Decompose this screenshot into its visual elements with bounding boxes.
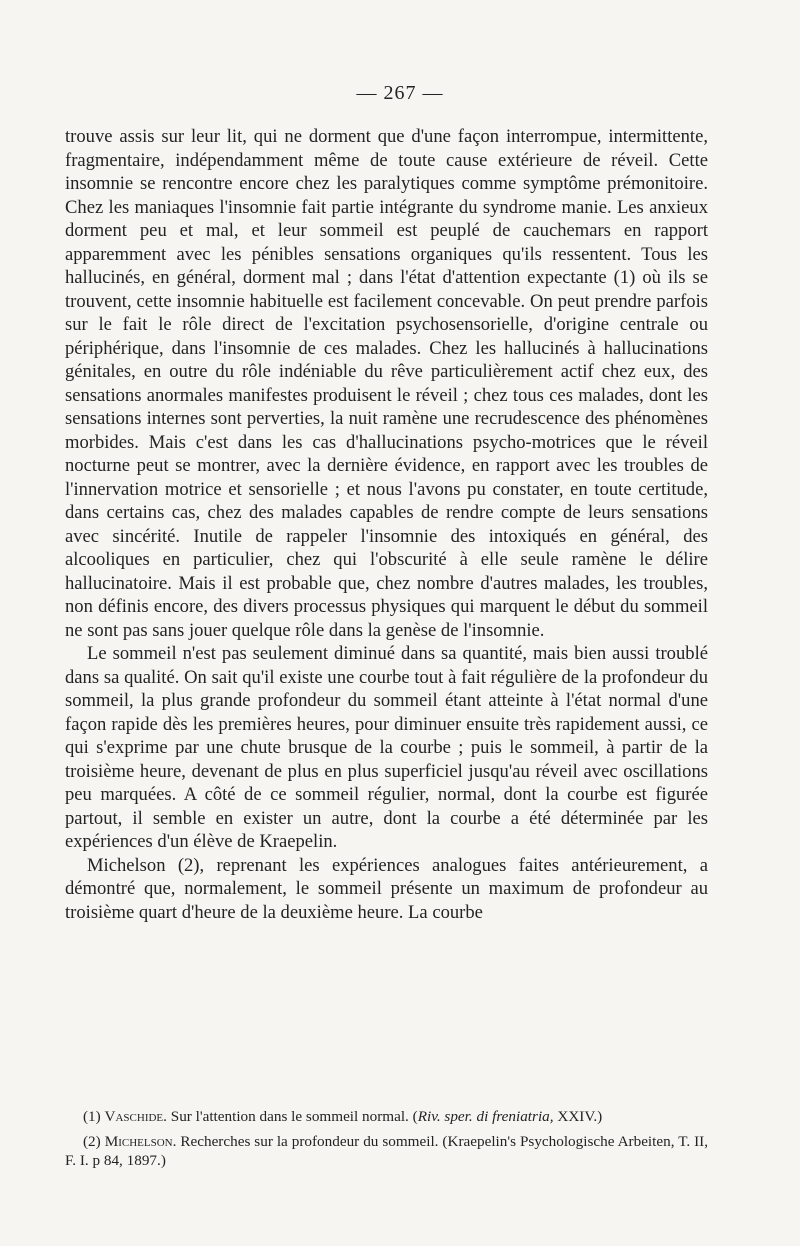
body-text (65, 125, 708, 924)
paragraph-2: Le sommeil n'est pas seulement diminué dans sa quantité, mais bien aussi troublé dans sa qualité. On sait qu'il existe une courbe tout à fait régulière de la profondeur du sommeil, la plus grande profondeur du sommeil étant atteinte à l'état normal d'une façon rapide dès les premières heures, pour diminuer ensuite très rapidement aussi, ce qui s'exprime par une chute brusque de la courbe ; puis le sommeil, à partir de la troisième heure, devenant de plus en plus superficiel jusqu'au réveil avec oscillations peu marquées. A côté de ce sommeil régulier, normal, dont la courbe est figurée partout, il semble en exister un autre, dont la courbe a été déterminée par les expériences d'un élève de Kraepelin. (65, 643, 708, 852)
footnote-1-source-italic: Riv. sper. di freniatria, (417, 1108, 554, 1125)
footnote-1-marker: (1) (83, 1108, 101, 1125)
footnote-1-text: Sur l'attention dans le sommeil normal. (170, 1108, 409, 1125)
paragraph-1: trouve assis sur leur lit, qui ne dorment que d'une façon interrompue, intermittente, fragmentaire, indépendamment même de toute cause extérieure de réveil. Cette insomnie se rencontre encore chez les paralytiques comme symptôme prémonitoire. Chez les maniaques l'insomnie fait partie intégrante du syndrome manie. Les anxieux dorment peu et mal, et leur sommeil est peuplé de cauchemars en rapport apparemment avec les pénibles sensations organiques qu'ils ressentent. Tous les hallucinés, en général, dorment mal ; dans l'état d'attention expectante (1) où ils se trouvent, cette insomnie habituelle est facilement concevable. On peut prendre parfois sur le fait le rôle direct de l'excitation psychosensorielle, d'origine centrale ou périphérique, dans l'insomnie de ces malades. Chez les hallucinés à hallucinations génitales, en outre du rôle indéniable du rêve particulièrement actif chez eux, des sensations anormales manifestes produisent le réveil ; chez tous ces malades, dont les sensations internes sont perverties, la nuit ramène une recrudescence des phénomènes morbides. Mais c'est dans les cas d'hallucinations psycho-motrices que le réveil nocturne peut se montrer, avec la dernière évidence, en rapport avec les troubles de l'innervation motrice et sensorielle ; et nous l'avons pu constater, en toute certitude, dans certains cas, chez des malades capables de rendre compte de leurs sensations avec sincérité. Inutile de rappeler l'insomnie des intoxiqués en général, des alcooliques en particulier, chez qui l'obscurité à elle seule ramène le délire hallucinatoire. Mais il est probable que, chez nombre d'autres malades, les troubles, non définis encore, des divers processus physiques qui marquent le début du sommeil ne sont pas sans jouer quelque rôle dans la genèse de l'insomnie. (65, 126, 708, 641)
footnote-2 (65, 1132, 708, 1170)
footnote-2-author: Michelson. (104, 1133, 177, 1150)
page-number: — 267 — (356, 82, 444, 104)
footnote-2-marker: (2) (83, 1133, 101, 1150)
footnotes (65, 1107, 708, 1176)
footnote-1-source-rest: XXIV.) (557, 1108, 603, 1125)
footnote-1-source-open: ( (412, 1108, 418, 1125)
paragraph-3: Michelson (2), reprenant les expériences analogues faites antérieurement, a démontré que, normalement, le sommeil présente un maximum de profondeur au troisième quart d'heure de la deuxième heure. La courbe (65, 854, 708, 923)
footnote-1 (65, 1107, 708, 1126)
footnote-1-author: Vaschide. (104, 1108, 167, 1125)
footnote-2-text: Recherches sur la profondeur du sommeil. (Kraepelin's Psychologische Arbeiten, T. II, F. I. p 84, 1897.) (65, 1133, 709, 1169)
